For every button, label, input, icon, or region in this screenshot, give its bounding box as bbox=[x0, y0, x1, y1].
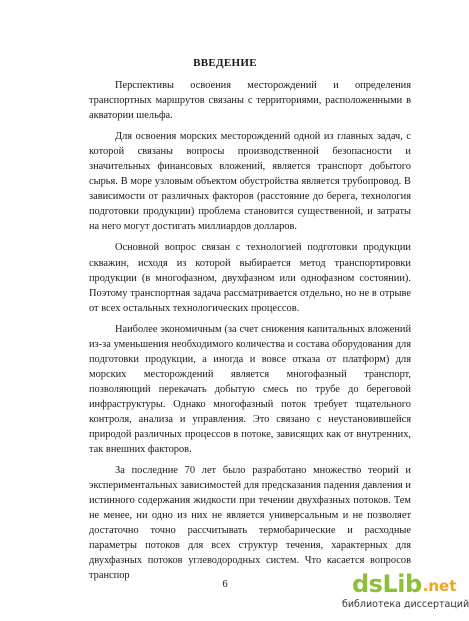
dslib-logo bbox=[352, 569, 456, 597]
paragraph-3: Основной вопрос связан с технологией подготовки продукции скважин, исходя из которой выбирается метод транспортировки продукции (в многофазном, двухфазном или однофазном состоянии). Поэтому транспортная задача рассматривается отдельно, но не в отрыве от всех остальных технологических процессов. bbox=[89, 242, 411, 314]
dslib-logo-name: dsLib bbox=[352, 570, 422, 598]
paragraph-5: За последние 70 лет было разработано множество теорий и экспериментальных зависимостей для предсказания падения давления и истинного содержания жидкости при течении двухфазных потоков. Тем не менее, ни одно из них не является универсальным и не позволяет достаточно точно рассчитывать термобарические и расходные параметры потоков для всех структур течения, характерных для двухфазных потоков углеводородных систем. Что касается вопросов транспор bbox=[89, 465, 411, 582]
paragraph-4: Наиболее экономичным (за счет снижения капитальных вложений из-за уменьшения необходимого количества и состава оборудования для подготовки продукции, а иногда и вовсе отказа от платформ) для морских месторождений является многофазный транспорт, позволяющий перекачать добытую смесь по трубе до береговой инфраструктуры. Однако многофазный поток требует тщательного контроля, анализа и управления. Это связано с неустановившейся природой различных процессов в потоке, зависящих как от внутренних, так внешних факторов. bbox=[89, 323, 411, 456]
dslib-logo-tld: .net bbox=[422, 577, 457, 595]
dslib-watermark bbox=[340, 569, 469, 615]
page-number: 6 bbox=[222, 579, 228, 590]
page-title: ВВЕДЕНИЕ bbox=[193, 57, 257, 69]
paragraph-1: Перспективы освоения месторождений и определения транспортных маршрутов связаны с территориями, расположенными в акватории шельфа. bbox=[89, 80, 411, 122]
body-text bbox=[89, 78, 411, 590]
paragraph-2: Для освоения морских месторождений одной из главных задач, с которой связаны вопросы производственной безопасности и значительных финансовых вложений, является транспорт добытого сырья. В море узловым объектом обустройства является трубопровод. В зависимости от различных факторов (расстояние до берега, технология подготовки продукции) проблема становится существенной, и затраты на него могут достигать миллиардов долларов. bbox=[89, 131, 411, 233]
dslib-subtitle: библиотека диссертаций bbox=[342, 599, 469, 610]
